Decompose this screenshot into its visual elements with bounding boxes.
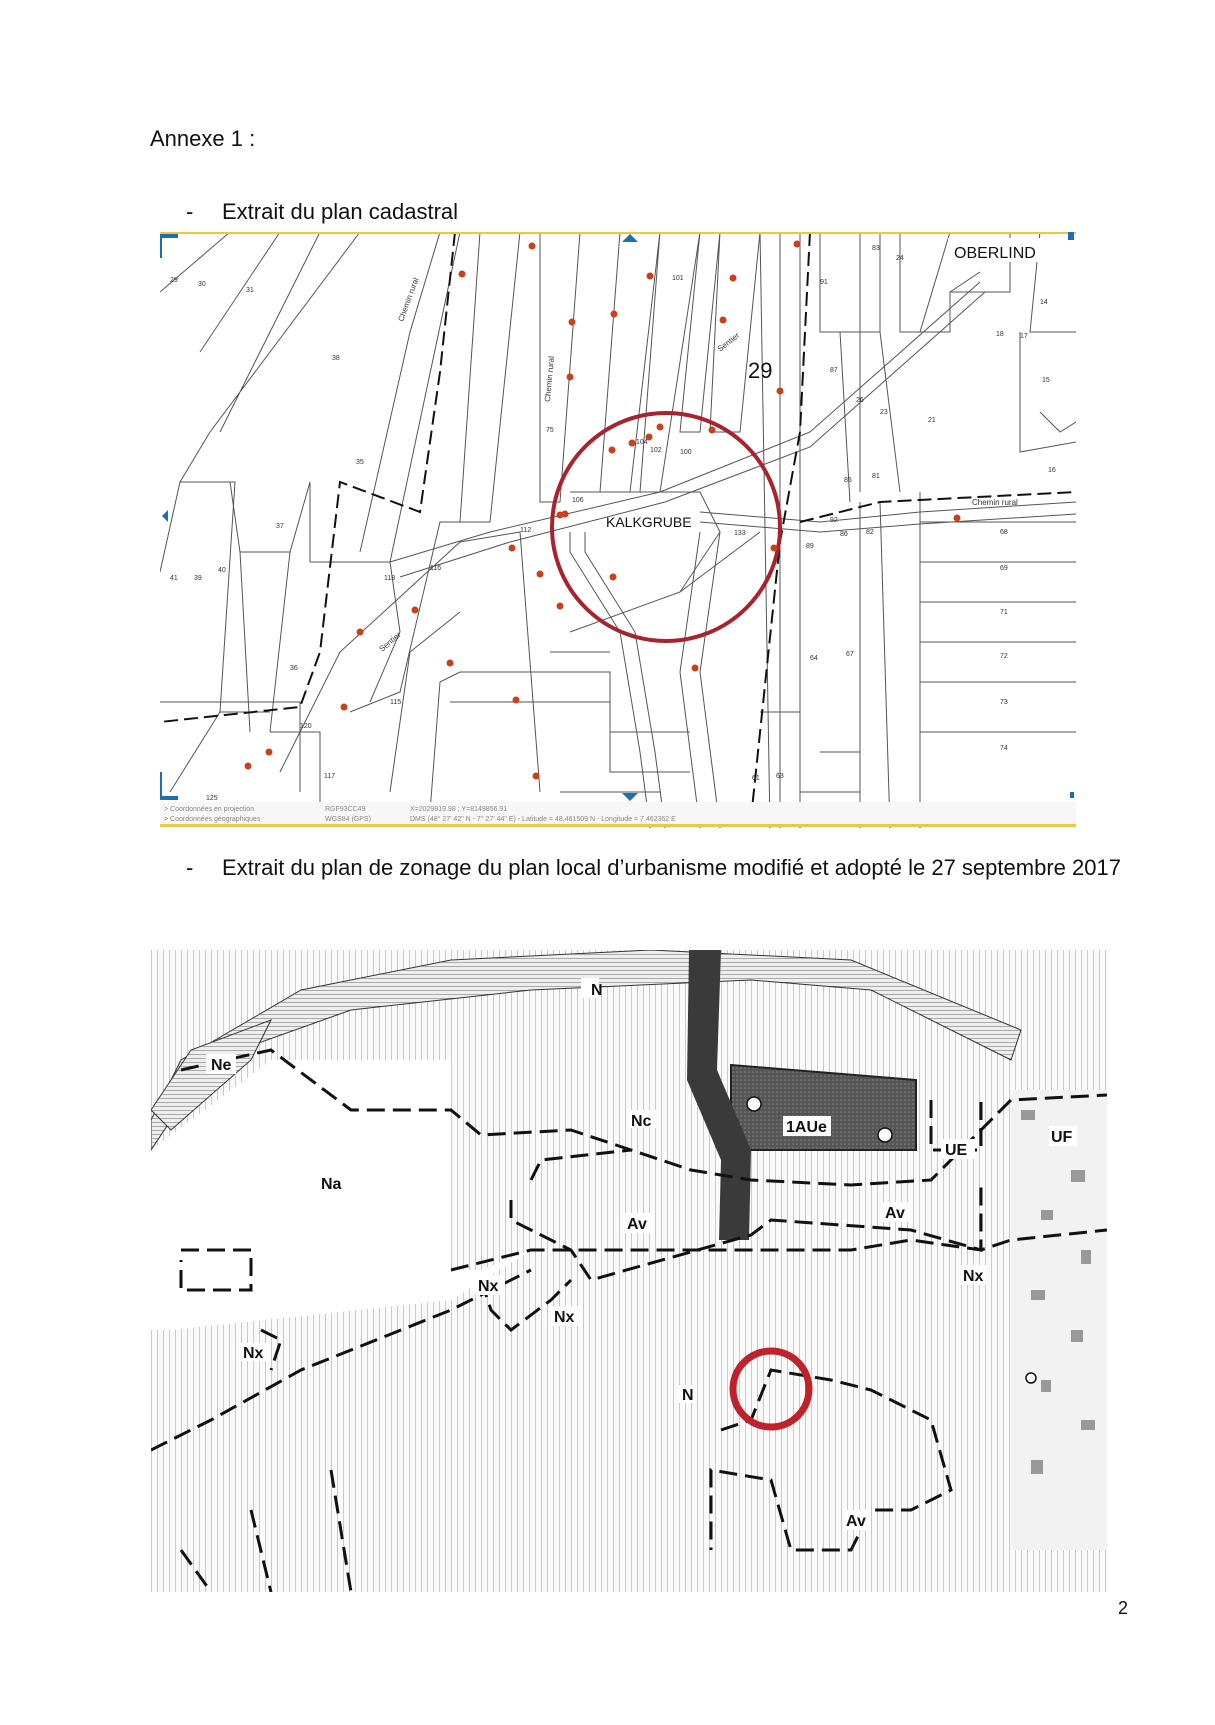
status-value-projection: X=2029819.98 ; Y=8149856.91: [410, 806, 508, 813]
svg-text:104: 104: [636, 439, 648, 446]
svg-text:67: 67: [846, 651, 854, 658]
svg-text:38: 38: [332, 355, 340, 362]
pan-down-icon[interactable]: [622, 793, 638, 801]
svg-text:75: 75: [546, 427, 554, 434]
marker-dot-a: [747, 1097, 761, 1111]
svg-text:41: 41: [170, 575, 178, 582]
zone-label-av-2: Av: [885, 1205, 905, 1222]
svg-text:117: 117: [324, 773, 336, 780]
svg-text:37: 37: [276, 523, 284, 530]
svg-text:125: 125: [206, 795, 218, 802]
pan-up-icon[interactable]: [622, 234, 638, 242]
zoning-map-svg: [151, 950, 1107, 1592]
corner-bracket-bl: [160, 772, 178, 798]
page-number: 2: [1118, 1598, 1129, 1618]
status-bar-underline: [160, 824, 1076, 827]
svg-text:26: 26: [856, 397, 864, 404]
svg-text:100: 100: [680, 449, 692, 456]
marker-dot-c: [1026, 1373, 1036, 1383]
parcel-markers: [245, 241, 961, 780]
status-value-geographic: DMS (48° 27' 42" N - 7° 27' 44" E) - Latitude = 48.461509 N - Longitude = 7.462362 E: [410, 816, 676, 823]
bullet-text-cadastral: Extrait du plan cadastral: [222, 199, 459, 224]
svg-text:92: 92: [830, 517, 838, 524]
road-label-sentier-1: Sentier: [715, 330, 742, 354]
svg-text:82: 82: [866, 529, 874, 536]
svg-text:18: 18: [996, 331, 1004, 338]
urban-block: [1011, 1090, 1107, 1550]
zone-label-ne: Ne: [211, 1057, 232, 1074]
zone-label-av-3: Av: [846, 1513, 866, 1530]
road-label-sentier-2: Sentier: [377, 630, 403, 654]
svg-text:36: 36: [290, 665, 298, 672]
zone-label-av-1: Av: [627, 1216, 647, 1233]
road-label-chemin-rural-3: Chemin rural: [972, 498, 1018, 507]
svg-text:115: 115: [390, 699, 402, 706]
zone-label-uf: UF: [1051, 1129, 1073, 1146]
zone-label-nx-4: Nx: [243, 1345, 264, 1362]
svg-text:118: 118: [384, 575, 396, 582]
zone-label-nx-3: Nx: [963, 1268, 984, 1285]
svg-text:40: 40: [218, 567, 226, 574]
svg-text:89: 89: [806, 543, 814, 550]
svg-text:69: 69: [1000, 565, 1008, 572]
svg-text:83: 83: [872, 245, 880, 252]
svg-text:73: 73: [1000, 699, 1008, 706]
svg-text:71: 71: [1000, 609, 1008, 616]
svg-text:68: 68: [1000, 529, 1008, 536]
svg-text:31: 31: [246, 287, 254, 294]
place-label-kalkgrube: KALKGRUBE: [606, 514, 692, 530]
svg-text:133: 133: [734, 530, 746, 537]
marker-dot-b: [878, 1128, 892, 1142]
svg-text:85: 85: [844, 477, 852, 484]
zone-label-n-top: N: [591, 982, 603, 999]
zone-label-nc: Nc: [631, 1113, 652, 1130]
svg-text:120: 120: [300, 723, 312, 730]
svg-text:72: 72: [1000, 653, 1008, 660]
svg-text:29: 29: [170, 277, 178, 284]
status-label-geographic: > Coordonnées géographiques: [164, 816, 261, 823]
bullet-dash: -: [186, 199, 194, 224]
road-label-chemin-rural-2: Chemin rural: [543, 355, 556, 403]
svg-text:24: 24: [896, 255, 904, 262]
svg-text:87: 87: [830, 367, 838, 374]
parcel-lines: [160, 232, 1076, 828]
bullet-dash: -: [186, 855, 194, 880]
corner-marker-tr: [1068, 232, 1074, 240]
svg-text:30: 30: [198, 281, 206, 288]
svg-text:64: 64: [810, 655, 818, 662]
svg-text:17: 17: [1020, 333, 1028, 340]
zone-label-na: Na: [321, 1176, 342, 1193]
svg-text:81: 81: [872, 473, 880, 480]
status-label-projection: > Coordonnées en projection: [164, 806, 255, 813]
svg-text:16: 16: [1048, 467, 1056, 474]
road-label-chemin-rural-1: Chemin rural: [396, 276, 421, 323]
svg-text:102: 102: [650, 447, 662, 454]
bullet-text-zoning: Extrait du plan de zonage du plan local d’urbanisme modifié et adopté le 27 septembre 2017: [222, 855, 1121, 880]
pan-left-icon[interactable]: [162, 510, 168, 522]
svg-text:74: 74: [1000, 745, 1008, 752]
svg-text:101: 101: [672, 275, 684, 282]
svg-text:39: 39: [194, 575, 202, 582]
rural-road: [570, 502, 1076, 828]
svg-text:21: 21: [928, 417, 936, 424]
zone-label-nx-1: Nx: [478, 1278, 499, 1295]
cadastral-map-svg: [160, 232, 1076, 828]
zone-label-1aue: 1AUe: [786, 1119, 827, 1136]
svg-text:86: 86: [840, 531, 848, 538]
zone-label-ue: UE: [945, 1142, 968, 1159]
svg-text:116: 116: [430, 565, 442, 572]
section-boundary: [160, 232, 1076, 828]
svg-text:14: 14: [1040, 299, 1048, 306]
zone-label-nx-2: Nx: [554, 1309, 575, 1326]
section-number: 29: [748, 358, 773, 383]
svg-text:61: 61: [752, 775, 760, 782]
svg-text:106: 106: [572, 497, 584, 504]
svg-text:15: 15: [1042, 377, 1050, 384]
svg-text:35: 35: [356, 459, 364, 466]
status-system-geographic: WGS84 (GPS): [325, 816, 371, 823]
status-system-projection: RGF93CC49: [325, 806, 366, 813]
corner-bracket-tl: [160, 236, 178, 258]
place-label-oberlind: OBERLIND: [954, 245, 1036, 262]
top-border: [160, 232, 1076, 234]
corner-marker-br: [1070, 792, 1074, 798]
svg-text:112: 112: [520, 527, 532, 534]
svg-text:63: 63: [776, 773, 784, 780]
svg-text:23: 23: [880, 409, 888, 416]
zoning-map: [151, 950, 1107, 1592]
annex-heading: Annexe 1 :: [150, 126, 256, 151]
svg-text:91: 91: [820, 279, 828, 286]
cadastral-map[interactable]: [160, 232, 1076, 828]
zone-label-n-bottom: N: [682, 1387, 694, 1404]
